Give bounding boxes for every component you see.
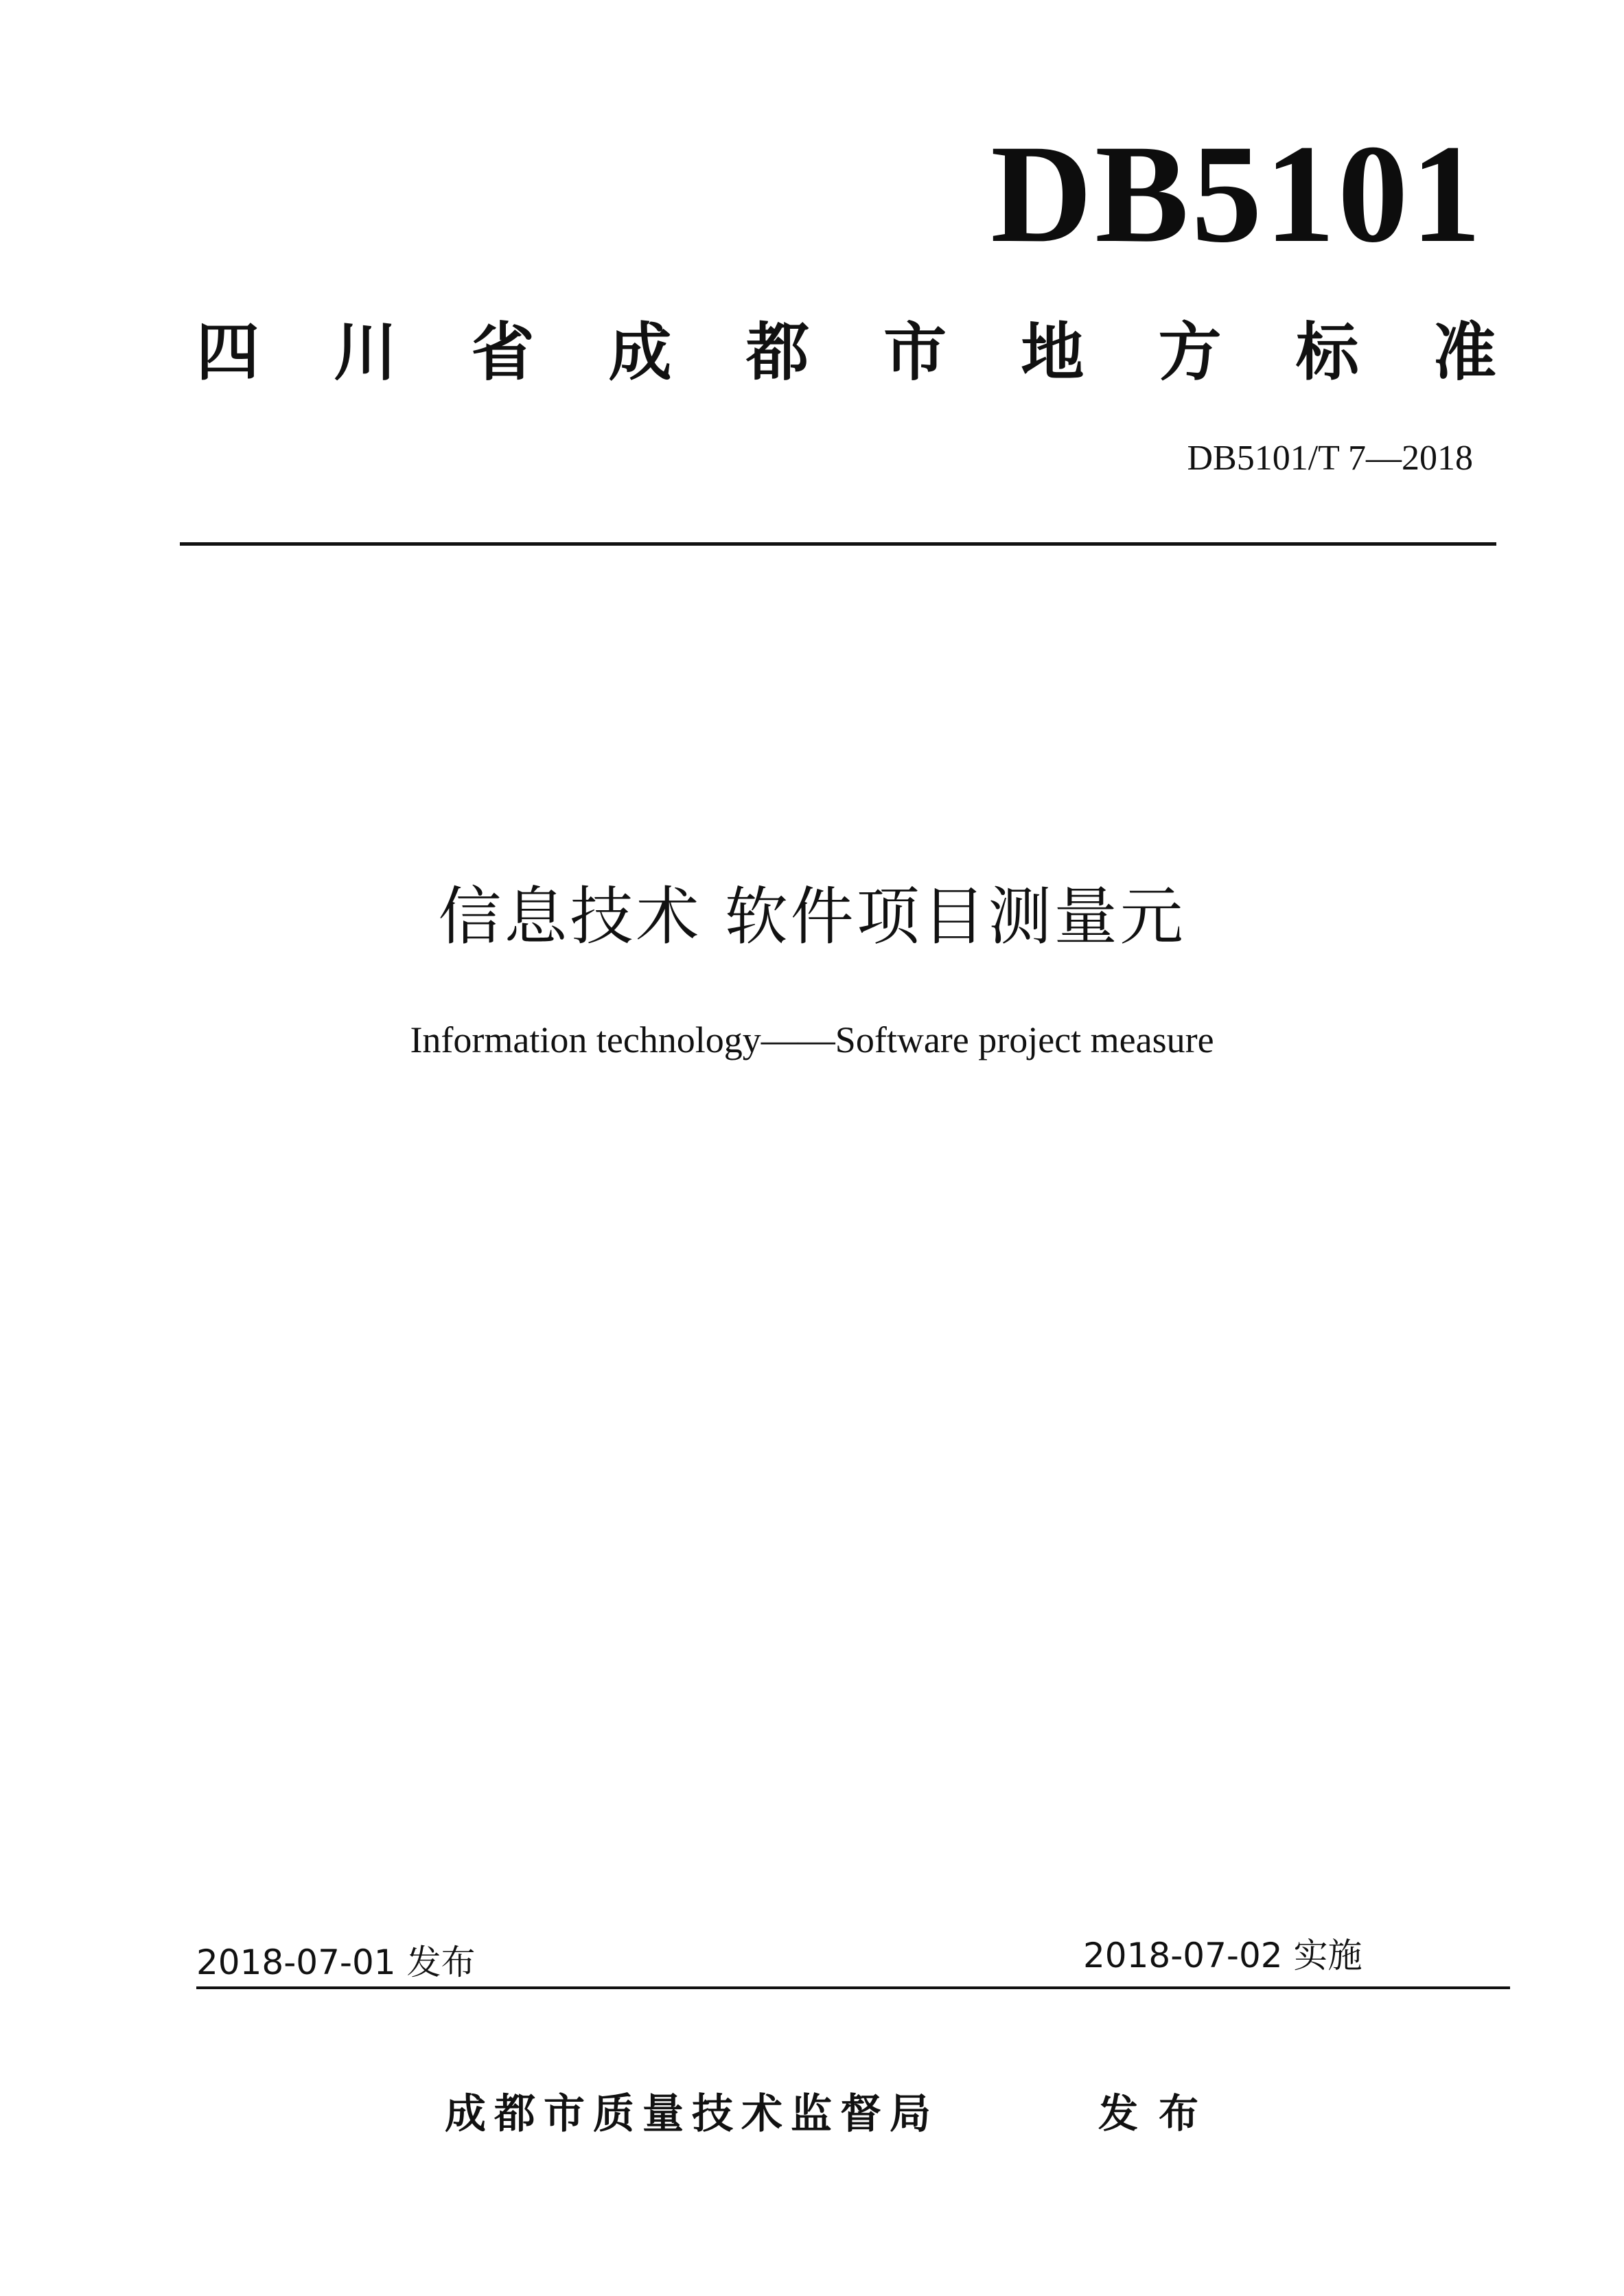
- standard-type-char: 市: [883, 316, 947, 389]
- standard-type-char: 川: [334, 316, 397, 389]
- standard-type-char: 方: [1158, 316, 1222, 389]
- implementation-date: 2018-07-02 实施: [1083, 1936, 1362, 1975]
- standard-type-char: 准: [1432, 316, 1496, 389]
- standard-code: DB5101: [990, 116, 1484, 272]
- standard-type-char: 四: [196, 316, 260, 389]
- title-chinese: 信息技术 软件项目测量元: [438, 880, 1186, 953]
- issue-date: 2018-07-01 发布: [196, 1943, 476, 1982]
- header-divider: [180, 542, 1496, 546]
- standard-type: [196, 316, 1496, 389]
- standard-type-char: 地: [1021, 316, 1084, 389]
- standard-type-char: 成: [608, 316, 672, 389]
- footer-divider: [196, 1986, 1510, 1989]
- standard-type-char: 都: [745, 316, 809, 389]
- standard-type-char: 标: [1295, 316, 1359, 389]
- issuing-action: 发布: [1098, 2090, 1220, 2137]
- standard-type-char: 省: [471, 316, 535, 389]
- issuing-authority: 成都市质量技术监督局: [445, 2090, 939, 2138]
- standard-number: DB5101/T 7—2018: [1187, 439, 1473, 478]
- title-english: Information technology——Software project measure: [410, 1019, 1214, 1060]
